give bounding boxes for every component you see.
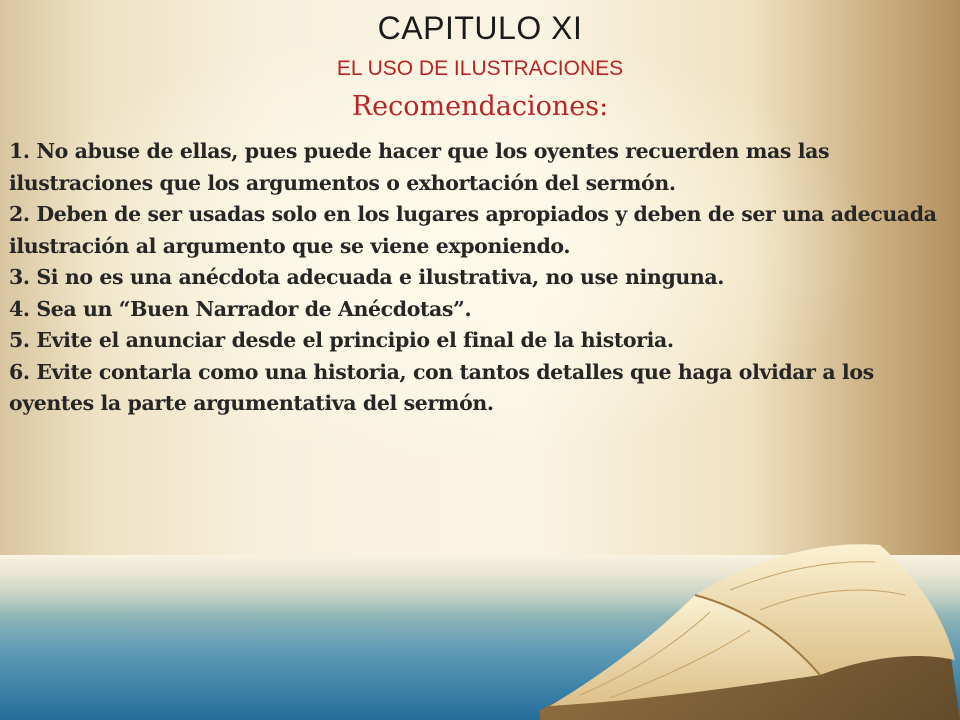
recommendations-list: [9, 136, 957, 420]
recommendation-item: 6. Evite contarla como una historia, con tantos detalles que haga olvidar a los oyentes la parte argumentativa del sermón.: [9, 359, 874, 415]
recommendation-item: 4. Sea un “Buen Narrador de Anécdotas”.: [9, 296, 472, 321]
chapter-title: CAPITULO XI: [377, 10, 583, 46]
recommendation-item: 1. No abuse de ellas, pues puede hacer que los oyentes recuerden mas las ilustraciones que los argumentos o exhortación del sermón.: [9, 139, 830, 195]
recommendation-item: 3. Si no es una anécdota adecuada e ilustrativa, no use ninguna.: [9, 265, 725, 289]
recommendation-item: 5. Evite el anunciar desde el principio el final de la historia.: [9, 328, 674, 352]
open-book-illustration: [520, 500, 960, 720]
recommendation-item: 2. Deben de ser usadas solo en los lugares apropiados y deben de ser una adecuada ilustración al argumento que se viene exponiendo.: [9, 202, 937, 258]
chapter-subtitle: EL USO DE ILUSTRACIONES: [336, 57, 624, 80]
section-heading: Recomendaciones:: [351, 91, 609, 122]
